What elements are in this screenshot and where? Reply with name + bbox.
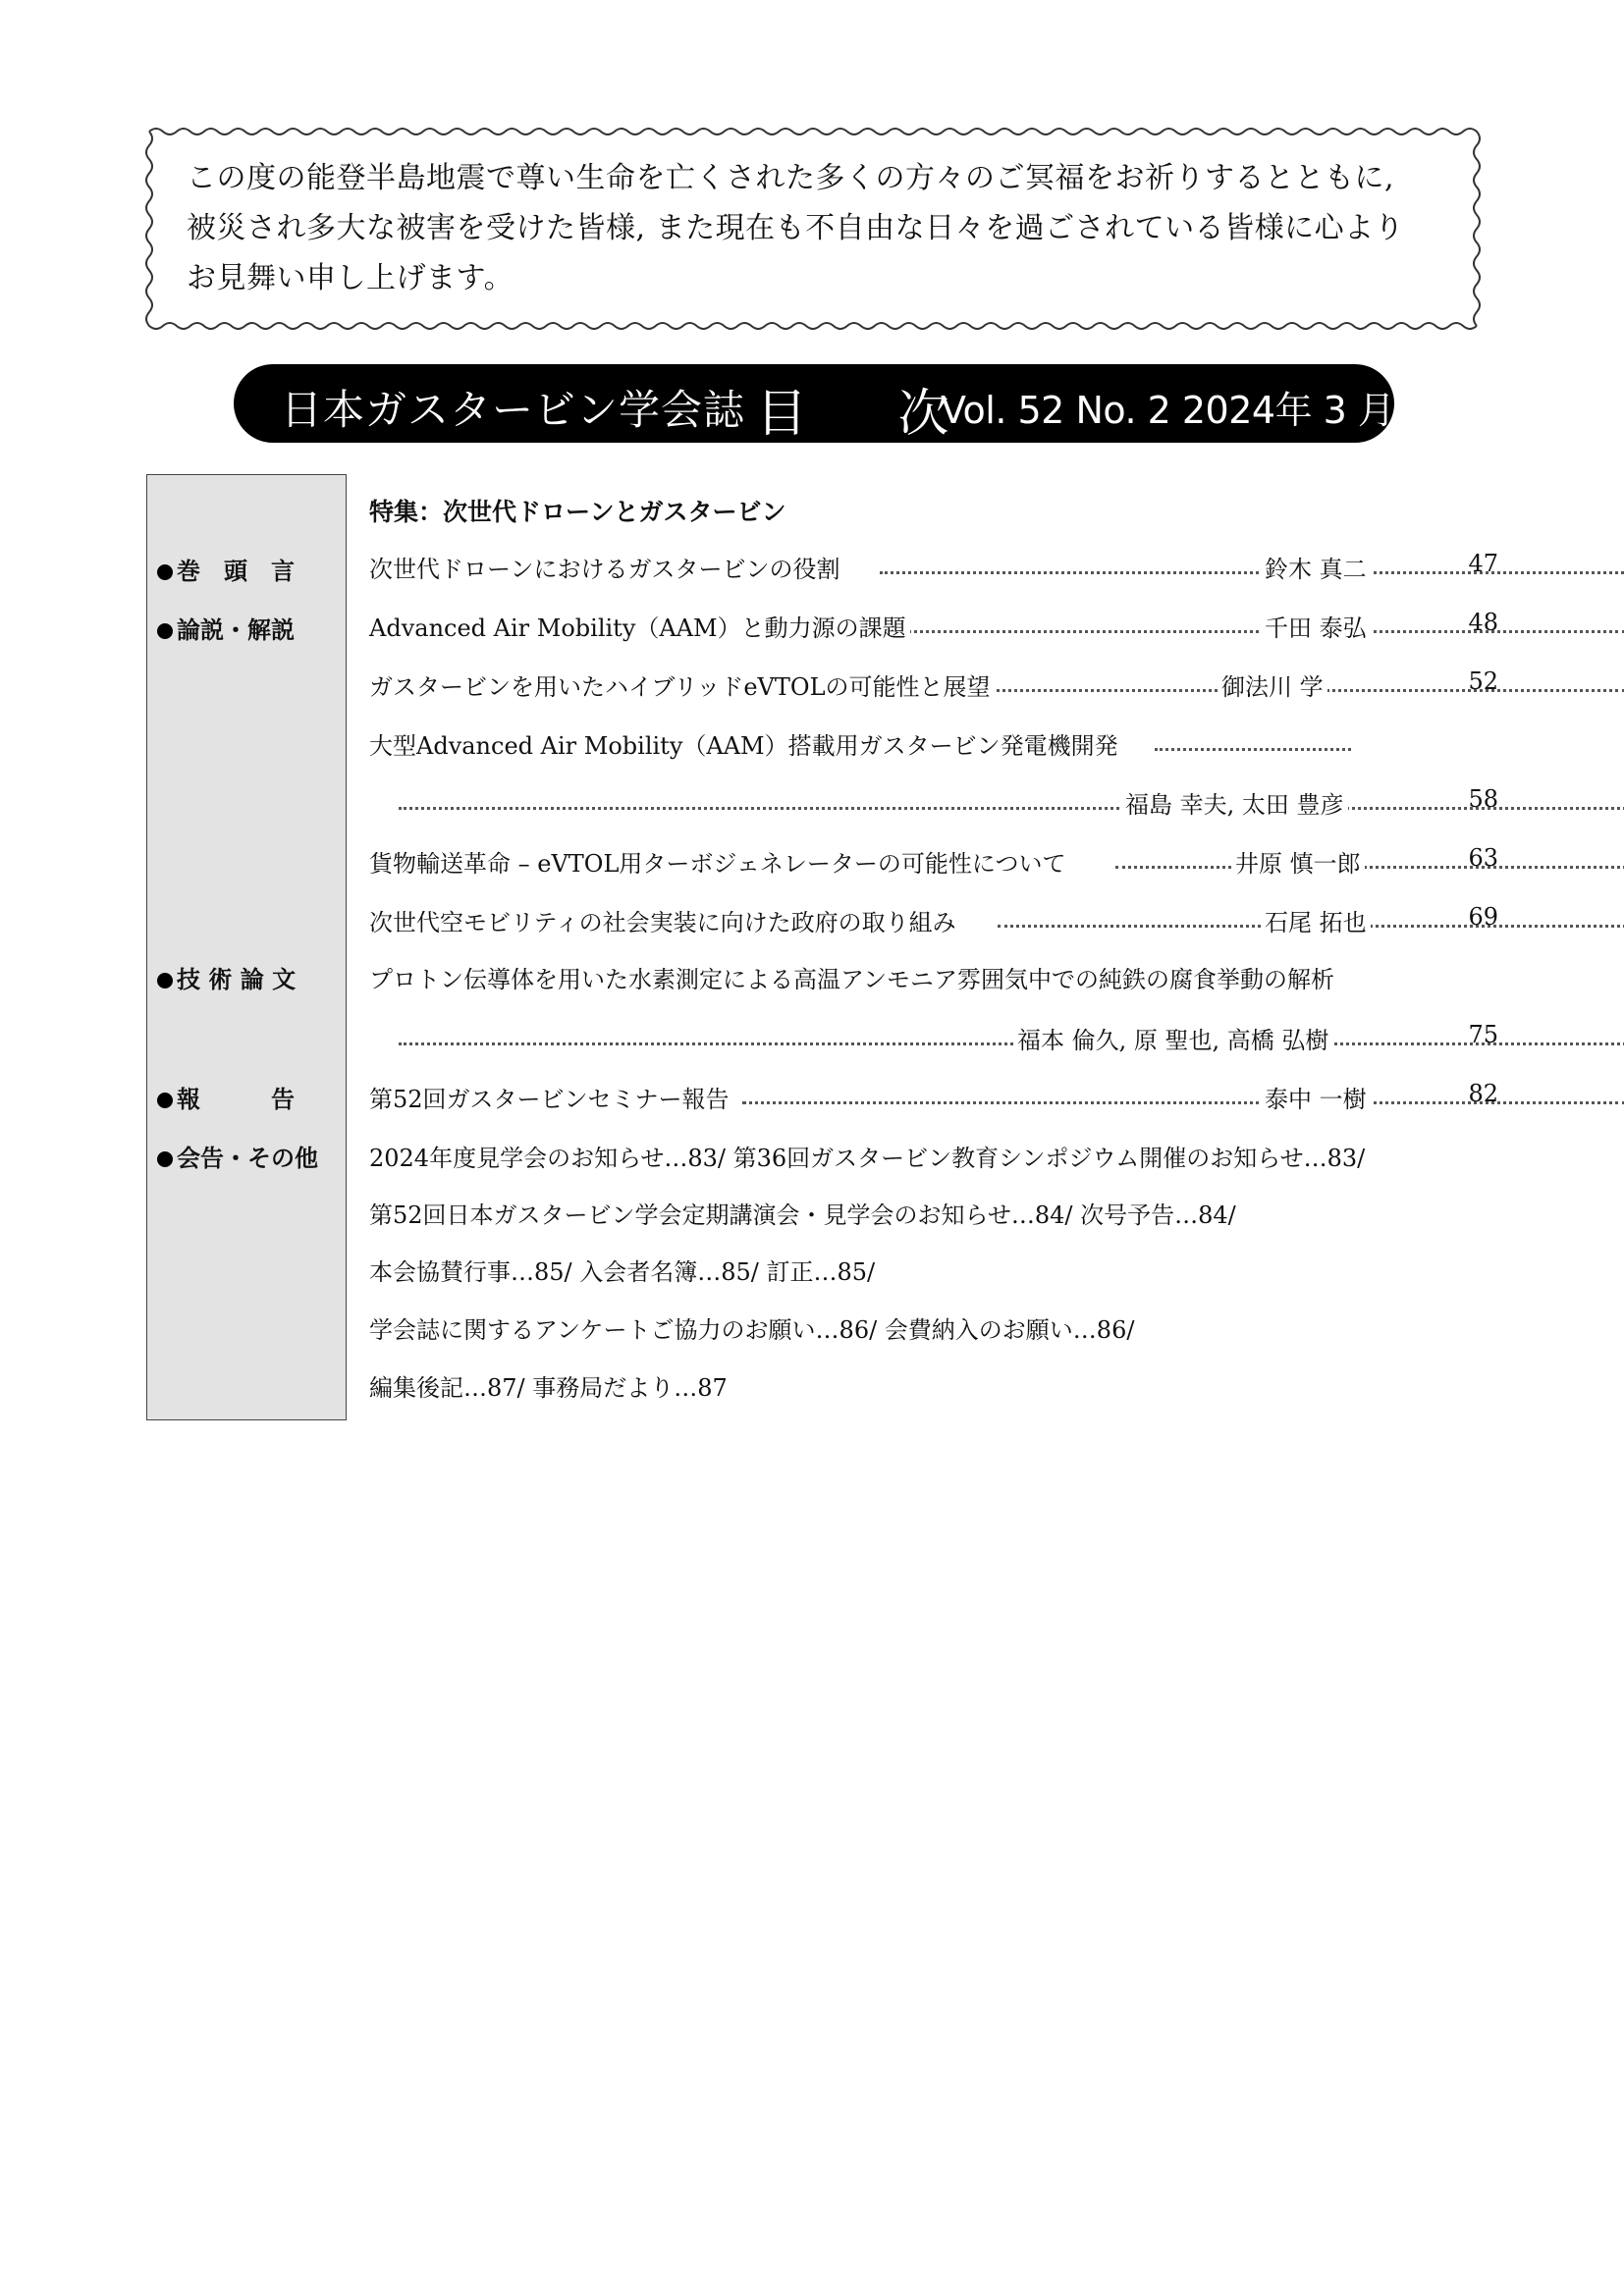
- notice-line: この度の能登半島地震で尊い生命を亡くされた多くの方々のご冥福をお祈りするとともに,: [187, 161, 1395, 195]
- entry-page: 82: [1468, 1080, 1498, 1107]
- announcement-line[interactable]: 編集後記…87/ 事務局だより…87: [369, 1374, 728, 1402]
- entry-authors: 千田 泰弘: [1261, 609, 1371, 643]
- entry-page: 52: [1468, 667, 1498, 695]
- toc-entry[interactable]: [369, 960, 1498, 995]
- category-announcements: 会告・その他: [157, 1139, 318, 1173]
- entry-page: 58: [1468, 785, 1498, 813]
- entry-title: プロトン伝導体を用いた水素測定による高温アンモニア雰囲気中での純鉄の腐食挙動の解析: [369, 960, 1338, 994]
- entry-page: 47: [1468, 550, 1498, 577]
- entry-title: Advanced Air Mobility（AAM）と動力源の課題: [369, 609, 910, 643]
- entry-authors: 福本 倫久, 原 聖也, 高橋 弘樹: [1013, 1021, 1332, 1055]
- condolence-notice: [143, 126, 1483, 332]
- leader-dots: [1115, 866, 1624, 869]
- entry-authors: 泰中 一樹: [1261, 1080, 1371, 1114]
- announcement-line[interactable]: 第52回日本ガスタービン学会定期講演会・見学会のお知らせ…84/ 次号予告…84/: [369, 1201, 1236, 1229]
- toc-entry[interactable]: [369, 903, 1498, 938]
- entry-title: 貨物輸送革命 – eVTOL用ターボジェネレーターの可能性について: [369, 844, 1069, 879]
- entry-page: 63: [1468, 844, 1498, 872]
- entry-title: 次世代ドローンにおけるガスタービンの役割: [369, 550, 844, 584]
- announcement-line[interactable]: 学会誌に関するアンケートご協力のお願い…86/ 会費納入のお願い…86/: [369, 1316, 1135, 1344]
- entry-title: 第52回ガスタービンセミナー報告: [369, 1080, 733, 1114]
- toc-entry[interactable]: [369, 726, 1498, 762]
- toc-entry[interactable]: [369, 550, 1498, 585]
- entry-authors: 鈴木 真二: [1261, 550, 1371, 584]
- entry-page: 48: [1468, 609, 1498, 636]
- announcement-line[interactable]: 2024年度見学会のお知らせ…83/ 第36回ガスタービン教育シンポジウム開催のお知らせ…83/: [369, 1145, 1366, 1172]
- title-banner: [234, 364, 1394, 443]
- toc-entry[interactable]: [369, 609, 1498, 644]
- toc-entry-continued[interactable]: [369, 785, 1498, 821]
- toc-entry[interactable]: [369, 667, 1498, 703]
- leader-dots: [880, 571, 1624, 574]
- toc-entry[interactable]: [369, 844, 1498, 880]
- special-feature-heading: 特集：次世代ドローンとガスタービン: [369, 498, 786, 526]
- volume-info: Vol. 52 No. 2 2024年 3 月: [941, 389, 1395, 432]
- category-commentary: 論説・解説: [157, 611, 295, 645]
- category-foreword: 巻 頭 言: [157, 552, 295, 586]
- entry-title: ガスタービンを用いたハイブリッドeVTOLの可能性と展望: [369, 667, 995, 702]
- entry-page: 69: [1468, 903, 1498, 931]
- toc-entry-continued[interactable]: [369, 1021, 1498, 1056]
- leader-dots: [1155, 748, 1351, 751]
- toc-entry[interactable]: [369, 1080, 1498, 1115]
- entry-page: 75: [1468, 1021, 1498, 1048]
- bullet-icon: [157, 973, 173, 988]
- notice-text: [187, 153, 1463, 303]
- entry-title: 次世代空モビリティの社会実装に向けた政府の取り組み: [369, 903, 960, 937]
- bullet-icon: [157, 1151, 173, 1167]
- entry-authors: 石尾 拓也: [1261, 903, 1371, 937]
- leader-dots: [399, 807, 1624, 810]
- bullet-icon: [157, 1093, 173, 1108]
- notice-line: 被災され多大な被害を受けた皆様, また現在も不自由な日々を過ごされている皆様に心より: [187, 211, 1405, 245]
- entry-authors: 井原 慎一郎: [1231, 844, 1365, 879]
- leader-dots: [399, 1042, 1624, 1045]
- leader-dots: [860, 630, 1624, 633]
- bullet-icon: [157, 564, 173, 580]
- entry-title: 大型Advanced Air Mobility（AAM）搭載用ガスタービン発電機開発: [369, 726, 1122, 761]
- notice-line: お見舞い申し上げます。: [187, 261, 514, 295]
- announcement-line[interactable]: 本会協賛行事…85/ 入会者名簿…85/ 訂正…85/: [369, 1258, 876, 1286]
- category-report: 報 告: [157, 1080, 295, 1114]
- category-technical-paper: 技 術 論 文: [157, 960, 296, 994]
- entry-authors: 福島 幸夫, 太田 豊彦: [1121, 785, 1348, 820]
- entry-authors: 御法川 学: [1218, 667, 1327, 702]
- bullet-icon: [157, 623, 173, 639]
- journal-title: 日本ガスタービン学会誌: [281, 386, 746, 434]
- toc-heading: 目 次: [756, 385, 987, 444]
